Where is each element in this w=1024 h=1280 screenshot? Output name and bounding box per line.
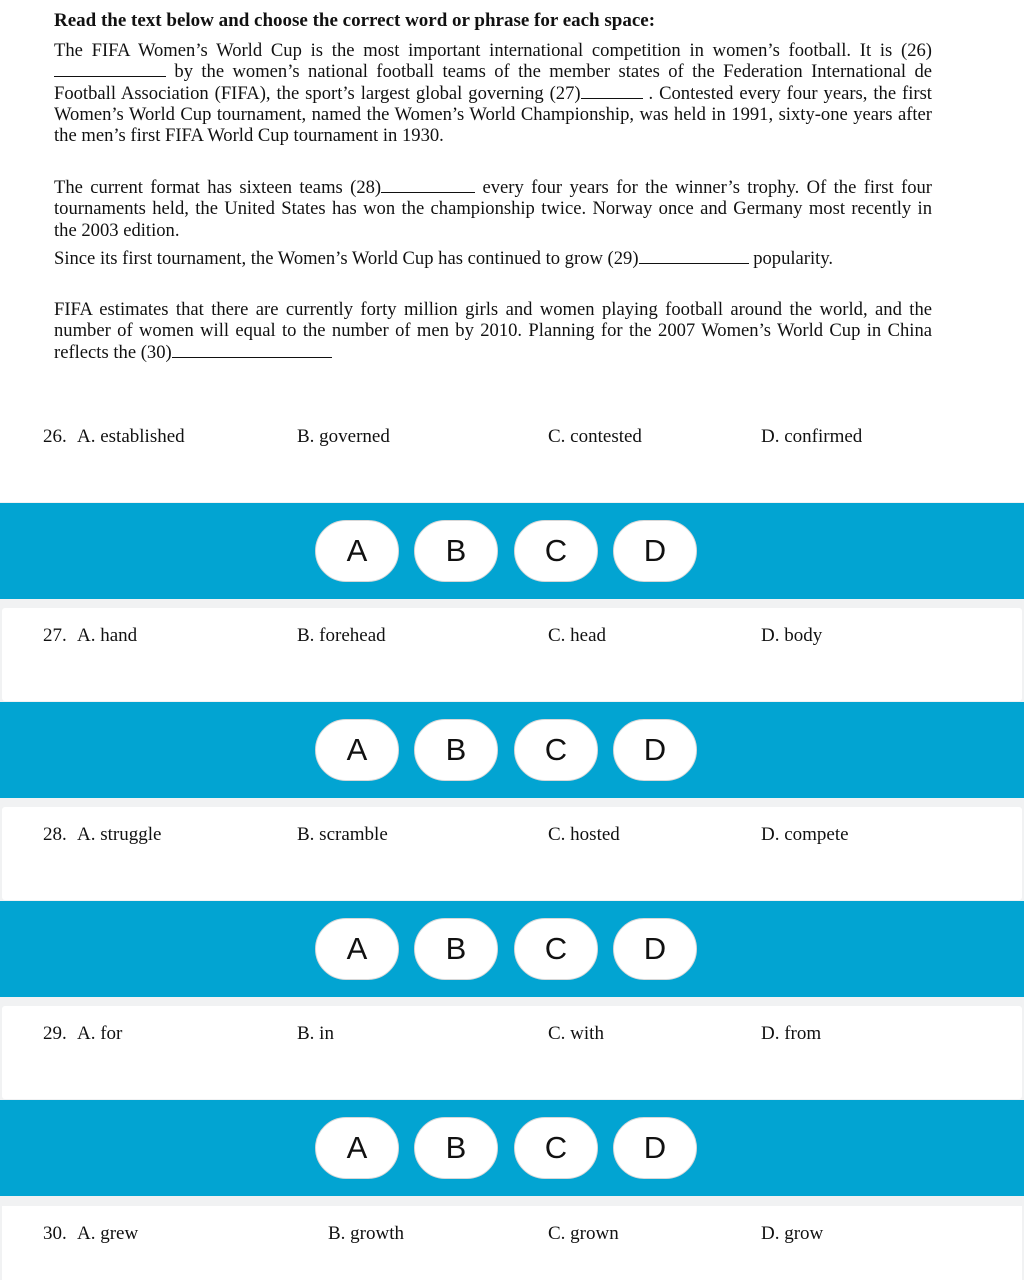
question-29-card — [2, 1006, 1022, 1099]
answer-b-button[interactable]: B — [414, 1117, 498, 1179]
passage-text: . Contested every four years, the first Women’s World Cup tournament, named the Women’s World Championship, was held in 1991, sixty-one years after the men’s first FIFA World Cup tournament in 1930. — [54, 82, 932, 147]
option-b-text: B. in — [297, 1023, 334, 1044]
passage-paragraph-2 — [54, 177, 932, 241]
answer-a-button[interactable]: A — [315, 918, 399, 980]
passage-text: by the women’s national football teams of the member states of the Federation International de Football Association (FIFA), the sport’s largest global governing (27) — [54, 61, 932, 104]
blank-28 — [381, 178, 475, 193]
answer-c-button[interactable]: C — [514, 918, 598, 980]
passage-paragraph-4 — [54, 299, 932, 363]
option-c-text: C. grown — [548, 1223, 619, 1244]
answer-c-button[interactable]: C — [514, 520, 598, 582]
option-a-text: A. grew — [77, 1223, 139, 1244]
option-d-text: D. compete — [761, 824, 849, 845]
question-number: 27. — [43, 625, 67, 646]
option-c-text: C. head — [548, 625, 607, 646]
answer-bar-29 — [0, 1100, 1024, 1196]
answer-b-button[interactable]: B — [414, 520, 498, 582]
option-b-text: B. scramble — [297, 824, 388, 845]
option-d-text: D. body — [761, 625, 823, 646]
instructions-heading: Read the text below and choose the correct word or phrase for each space: — [54, 10, 656, 31]
option-b-text: B. growth — [328, 1223, 404, 1244]
answer-a-button[interactable]: A — [315, 1117, 399, 1179]
answer-a-button[interactable]: A — [315, 520, 399, 582]
option-a-text: A. for — [77, 1023, 123, 1044]
question-number: 28. — [43, 824, 67, 845]
option-c-text: C. hosted — [548, 824, 620, 845]
question-number: 26. — [43, 426, 67, 447]
question-number: 29. — [43, 1023, 67, 1044]
passage-paragraph-1 — [54, 40, 932, 146]
answer-d-button[interactable]: D — [613, 1117, 697, 1179]
question-30-card — [2, 1206, 1022, 1280]
answer-bar-27 — [0, 702, 1024, 798]
answer-c-button[interactable]: C — [514, 1117, 598, 1179]
option-a-text: A. established — [77, 426, 185, 447]
option-d-text: D. grow — [761, 1223, 824, 1244]
passage-text: popularity. — [753, 248, 834, 269]
blank-26 — [54, 62, 166, 77]
answer-b-button[interactable]: B — [414, 719, 498, 781]
question-27-card — [2, 608, 1022, 701]
answer-bar-26 — [0, 503, 1024, 599]
passage-text: The FIFA Women’s World Cup is the most important international competition in women’s football. It is (26) — [54, 40, 932, 61]
question-26-card — [2, 409, 1022, 502]
option-b-text: B. forehead — [297, 625, 386, 646]
answer-b-button[interactable]: B — [414, 918, 498, 980]
passage-text: every four years for the winner’s trophy. Of the first four tournaments held, the United States has won the championship twice. Norway once and Germany most recently in the 2003 edition. — [54, 177, 932, 241]
answer-c-button[interactable]: C — [514, 719, 598, 781]
option-b-text: B. governed — [297, 426, 390, 447]
answer-d-button[interactable]: D — [613, 918, 697, 980]
answer-d-button[interactable]: D — [613, 719, 697, 781]
blank-30 — [172, 343, 332, 358]
answer-d-button[interactable]: D — [613, 520, 697, 582]
option-d-text: D. confirmed — [761, 426, 863, 447]
option-a-text: A. struggle — [77, 824, 162, 845]
passage-paragraph-3 — [54, 248, 932, 269]
passage-text: FIFA estimates that there are currently forty million girls and women playing football around the world, and the number of women will equal to the number of men by 2010. Planning for the 2007 Women’s World Cup in China reflects the (30) — [54, 299, 932, 363]
passage-text: Since its first tournament, the Women’s World Cup has continued to grow (29) — [54, 248, 639, 269]
question-28-card — [2, 807, 1022, 900]
blank-29 — [639, 249, 749, 264]
option-c-text: C. contested — [548, 426, 642, 447]
blank-27 — [581, 84, 643, 99]
answer-a-button[interactable]: A — [315, 719, 399, 781]
option-a-text: A. hand — [77, 625, 138, 646]
option-d-text: D. from — [761, 1023, 822, 1044]
option-c-text: C. with — [548, 1023, 604, 1044]
answer-bar-28 — [0, 901, 1024, 997]
passage-text: The current format has sixteen teams (28) — [54, 177, 382, 198]
question-number: 30. — [43, 1223, 67, 1244]
